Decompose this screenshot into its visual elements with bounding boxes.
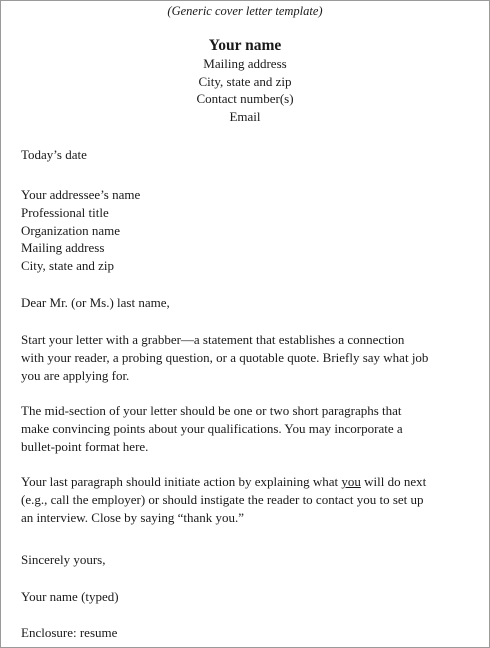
paragraph-opening: Start your letter with a grabber—a statement that establishes a connection with your reader, a probing question, or a quotable quote. Briefly say what job you are applying for.: [21, 332, 429, 383]
recipient-name: Your addressee’s name: [21, 187, 141, 202]
letter-header: [0, 36, 490, 125]
sender-mailing-address: Mailing address: [203, 56, 287, 71]
enclosure: Enclosure: resume: [21, 625, 118, 640]
recipient-block: [21, 186, 471, 275]
closing: Sincerely yours,: [21, 552, 106, 567]
sender-name: Your name: [208, 37, 282, 54]
sender-city-state-zip: City, state and zip: [198, 73, 292, 89]
sender-email: Email: [229, 108, 261, 124]
sender-contact-number: Contact number(s): [196, 91, 294, 107]
paragraph-middle: The mid-section of your letter should be one or two short paragraphs that make convincing points about your qualifications. You may incorporate a bullet-point format here.: [21, 403, 403, 454]
recipient-mailing-address: Mailing address: [21, 240, 105, 256]
template-note: (Generic cover letter template): [167, 4, 323, 18]
letter-date: Today’s date: [21, 147, 87, 162]
recipient-title: Professional title: [21, 204, 109, 220]
signature: Your name (typed): [21, 589, 119, 604]
salutation: Dear Mr. (or Ms.) last name,: [21, 295, 170, 310]
underlined-you: you: [341, 474, 361, 489]
paragraph-closing: Your last paragraph should initiate action by explaining what you will do next (e.g., call the employer) or should instigate the reader to contact you to set up an interview. Close by saying “thank you.”: [21, 474, 427, 525]
recipient-city-state-zip: City, state and zip: [21, 258, 115, 274]
recipient-organization: Organization name: [21, 222, 121, 238]
